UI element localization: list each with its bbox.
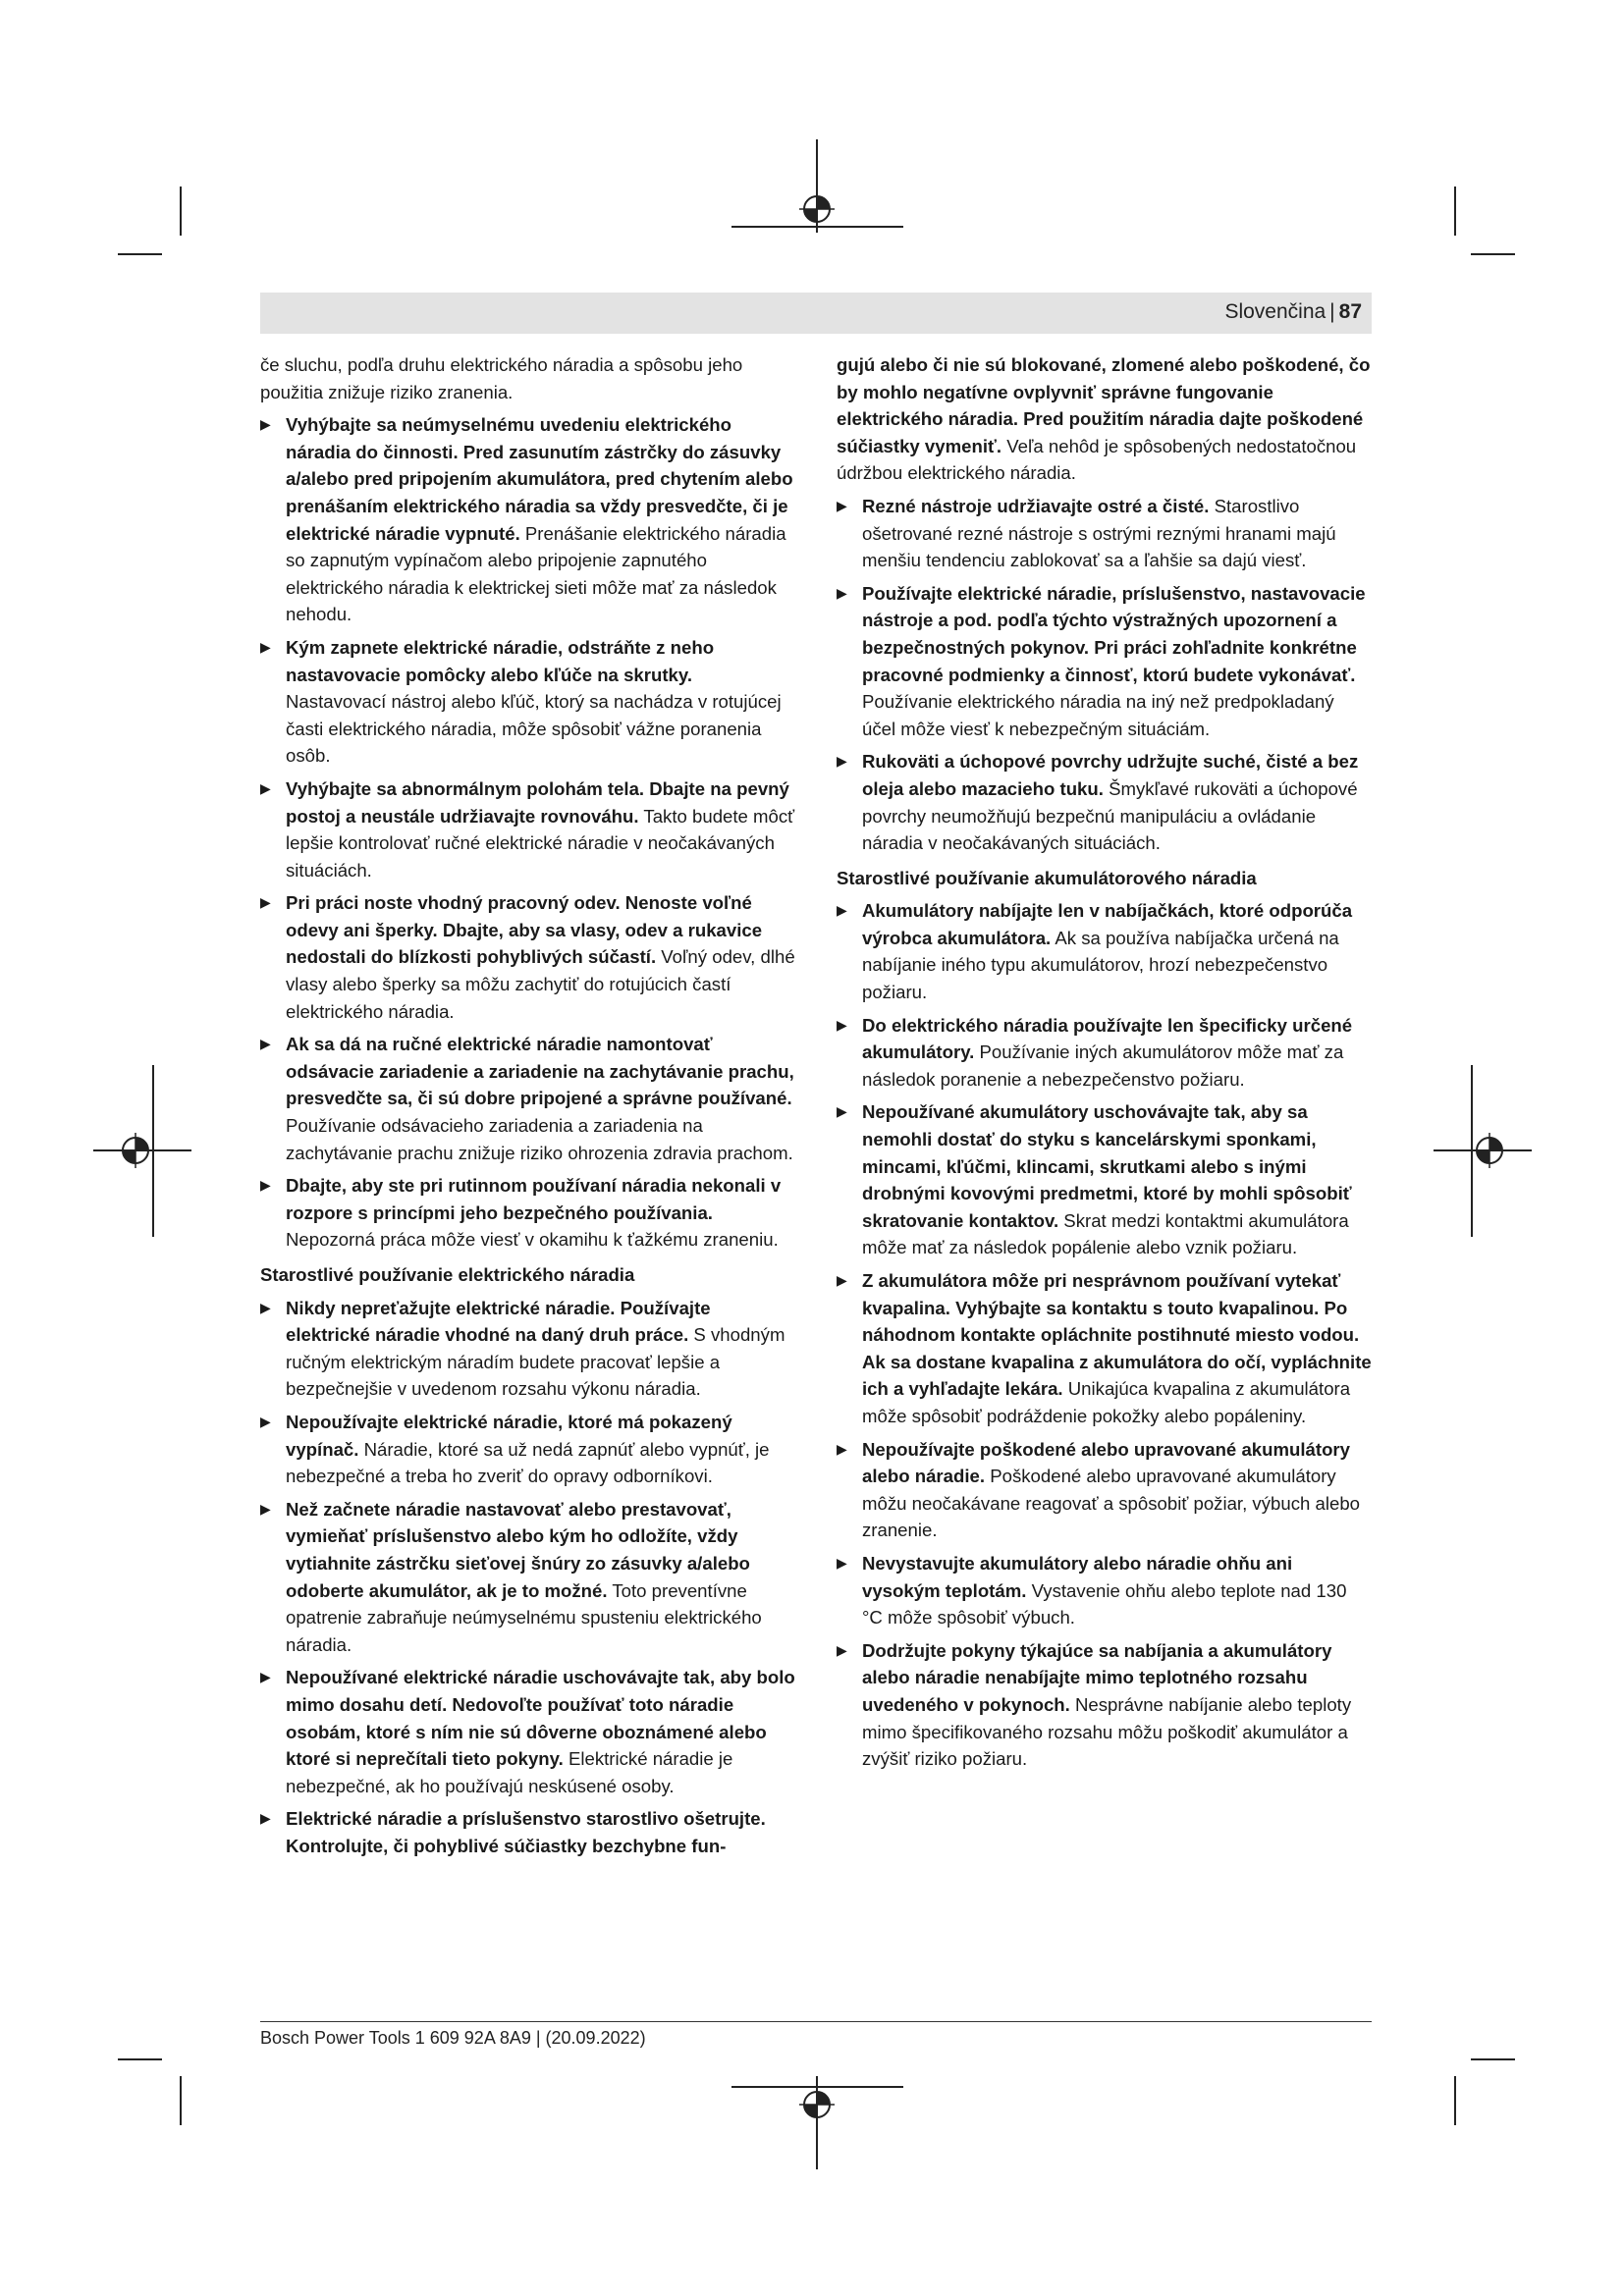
safety-item <box>837 1550 1372 1631</box>
registration-mark-left-icon <box>118 1133 153 1168</box>
section-heading-battery-tool-use: Starostlivé používanie akumulátorového náradia <box>837 867 1257 888</box>
safety-item <box>260 775 795 883</box>
bullet-arrow-icon: ▶ <box>837 1103 847 1120</box>
crop-mark-tr-v <box>1454 187 1456 236</box>
safety-item-bold: Používajte elektrické náradie, príslušenstvo, nastavovacie nástroje a pod. podľa týchto výstražných upozornení a bezpečnostných pokynov. Pri práci zohľadnite konkrétne pracovné podmienky a činnosť, ktorú budete vykonávať. <box>862 582 1366 685</box>
right-items-b <box>837 897 1372 1772</box>
safety-item <box>260 1172 795 1254</box>
bullet-arrow-icon: ▶ <box>260 1177 271 1194</box>
safety-item-text: Starostlivo ošetrované rezné nástroje s ostrými reznými hranami majú menšiu tendenciu zablokovať sa a ľahšie sa dajú viesť. <box>862 495 1336 571</box>
header-language: Slovenčina <box>1224 300 1326 323</box>
safety-item-text: Elektrické náradie je nebezpečné, ak ho používajú neskúsené osoby. <box>286 1748 733 1796</box>
bullet-arrow-icon: ▶ <box>837 1272 847 1288</box>
safety-item-text: Náradie, ktoré sa už nedá zapnúť alebo vypnúť, je nebezpečné a treba ho zveriť do opravy odborníkovi. <box>286 1438 770 1487</box>
safety-item <box>837 1436 1372 1544</box>
section-heading-power-tool-use: Starostlivé používanie elektrického náradia <box>260 1264 635 1285</box>
bullet-arrow-icon: ▶ <box>260 638 271 655</box>
safety-item <box>837 1267 1372 1430</box>
safety-item <box>260 1409 795 1490</box>
footer-text: Bosch Power Tools 1 609 92A 8A9 | (20.09.2022) <box>260 2028 646 2048</box>
bullet-arrow-icon: ▶ <box>837 1554 847 1571</box>
safety-item-text: Prenášanie elektrického náradia so zapnutým vypínačom alebo pripojenie zapnutého elektrického náradia k elektrickej sieti môže mať za následok nehodu. <box>286 522 786 625</box>
bullet-arrow-icon: ▶ <box>837 1440 847 1457</box>
crop-mark-bl-h <box>118 2058 162 2060</box>
safety-item-text: Používanie elektrického náradia na iný než predpokladaný účel môže viesť k nebezpečným situáciám. <box>862 691 1334 739</box>
safety-item-text: Nepozorná práca môže viesť v okamihu k ťažkému zraneniu. <box>286 1229 779 1251</box>
left-intro: če sluchu, podľa druhu elektrického náradia a spôsobu jeho použitia znižuje riziko zranenia. <box>260 354 743 402</box>
safety-item <box>260 1295 795 1403</box>
safety-item-text: Nesprávne nabíjanie alebo teploty mimo špecifikovaného rozsahu môžu poškodiť akumulátor a zvýšiť riziko požiaru. <box>862 1693 1352 1770</box>
safety-item <box>260 634 795 770</box>
safety-item-text: Používanie odsávacieho zariadenia a zariadenia na zachytávanie prachu znižuje riziko ohrozenia zdravia prachom. <box>286 1115 793 1163</box>
bullet-arrow-icon: ▶ <box>260 1810 271 1827</box>
safety-item <box>837 897 1372 1005</box>
crop-mark-tl-h <box>118 253 162 255</box>
page-number: 87 <box>1338 300 1362 323</box>
safety-item-bold: Do elektrického náradia používajte len špecificky určené akumulátory. <box>862 1014 1353 1063</box>
safety-item <box>837 748 1372 856</box>
safety-item-bold: Vyhýbajte sa neúmyselnému uvedeniu elektrického náradia do činnosti. Pred zasunutím zástrčky do zásuvky a/alebo pred pripojením akumulátora, pred chytením alebo prenášaním elektrického náradia sa vždy presvedčte, či je elektrické náradie vypnuté. <box>286 414 793 544</box>
safety-item-bold: Kým zapnete elektrické náradie, odstráňte z neho nastavovacie pomôcky alebo kľúče na skrutky. <box>286 636 715 685</box>
bullet-arrow-icon: ▶ <box>837 753 847 770</box>
crop-mark-br-h <box>1471 2058 1515 2060</box>
safety-item <box>260 1031 795 1166</box>
safety-item-bold: Nepoužívané elektrické náradie uschovávajte tak, aby bolo mimo dosahu detí. Nedovoľte používať toto náradie osobám, ktoré s ním nie sú dôverne oboznámené alebo ktoré si neprečítali tieto pokyny. <box>286 1667 795 1770</box>
right-items-a <box>837 493 1372 857</box>
bullet-arrow-icon: ▶ <box>260 1036 271 1052</box>
bullet-arrow-icon: ▶ <box>260 779 271 796</box>
bullet-arrow-icon: ▶ <box>260 894 271 911</box>
safety-item-text: Skrat medzi kontaktmi akumulátora môže mať za následok popálenie alebo vznik požiaru. <box>862 1209 1349 1258</box>
safety-item <box>260 411 795 628</box>
right-intro-text: Veľa nehôd je spôsobených nedostatočnou údržbou elektrického náradia. <box>837 435 1357 484</box>
crop-mark-br-v <box>1454 2076 1456 2125</box>
safety-item-text: Vystavenie ohňu alebo teplote nad 130 °C môže spôsobiť výbuch. <box>862 1579 1347 1629</box>
bullet-arrow-icon: ▶ <box>260 1299 271 1315</box>
bullet-arrow-icon: ▶ <box>837 497 847 513</box>
safety-item-bold: Nepoužívajte elektrické náradie, ktoré má pokazený vypínač. <box>286 1411 732 1460</box>
safety-item-bold: Dodržujte pokyny týkajúce sa nabíjania a akumulátory alebo náradie nenabíjajte mimo teplotného rozsahu uvedeného v pokynoch. <box>862 1639 1332 1715</box>
safety-item <box>837 1012 1372 1094</box>
bullet-arrow-icon: ▶ <box>837 1641 847 1658</box>
safety-item-bold: Rezné nástroje udržiavajte ostré a čisté. <box>862 495 1210 516</box>
safety-item-text: Používanie iných akumulátorov môže mať za následok poranenie a nebezpečenstvo požiaru. <box>862 1041 1344 1090</box>
safety-item-bold: Elektrické náradie a príslušenstvo starostlivo ošetrujte. Kontrolujte, či pohyblivé súčiastky bezchybne fun- <box>286 1808 766 1856</box>
safety-item-text: Nastavovací nástroj alebo kľúč, ktorý sa nachádza v rotujúcej časti elektrického náradia, môže spôsobiť vážne poranenia osôb. <box>286 691 782 767</box>
safety-item <box>837 1098 1372 1261</box>
crop-mark-tl-v <box>180 187 182 236</box>
safety-item <box>260 1664 795 1799</box>
bullet-arrow-icon: ▶ <box>837 584 847 601</box>
safety-item-bold: Pri práci noste vhodný pracovný odev. Nenoste voľné odevy ani šperky. Dbajte, aby sa vlasy, odev a rukavice nedostali do blízkosti pohyblivých súčastí. <box>286 892 763 968</box>
right-intro-bold: gujú alebo či nie sú blokované, zlomené alebo poškodené, čo by mohlo negatívne ovplyvniť správne fungovanie elektrického náradia. Pred použitím náradia dajte poškodené súčiastky vymeniť. <box>837 354 1371 456</box>
safety-item <box>260 889 795 1025</box>
safety-item-text: Šmykľavé rukoväti a úchopové povrchy neumožňujú bezpečnú manipuláciu a ovládanie náradia v neočakávaných situáciách. <box>862 777 1358 854</box>
safety-item-text: Takto budete môcť lepšie kontrolovať ručné elektrické náradie v neočakávaných situáciách. <box>286 805 795 881</box>
safety-item-bold: Ak sa dá na ručné elektrické náradie namontovať odsávacie zariadenie a zariadenie na zachytávanie prachu, presvedčte sa, či sú dobre pripojené a správne používané. <box>286 1034 794 1109</box>
safety-item-bold: Nikdy nepreťažujte elektrické náradie. Používajte elektrické náradie vhodné na daný druh práce. <box>286 1297 711 1346</box>
safety-item <box>837 493 1372 574</box>
crop-mark-bl-v <box>180 2076 182 2125</box>
bullet-arrow-icon: ▶ <box>837 902 847 919</box>
footer-rule <box>260 2021 1372 2022</box>
crop-mark-tr-h <box>1471 253 1515 255</box>
safety-item <box>260 1496 795 1659</box>
registration-mark-top-icon <box>799 191 835 227</box>
registration-mark-bottom-icon <box>799 2087 835 2122</box>
page-header <box>260 293 1372 334</box>
header-separator: | <box>1329 300 1335 323</box>
safety-item-bold: Nevystavujte akumulátory alebo náradie ohňu ani vysokým teplotám. <box>862 1552 1293 1601</box>
bullet-arrow-icon: ▶ <box>260 1669 271 1685</box>
safety-item-bold: Akumulátory nabíjajte len v nabíjačkách, ktoré odporúča výrobca akumulátora. <box>862 900 1353 948</box>
safety-item-bold: Z akumulátora môže pri nesprávnom používaní vytekať kvapalina. Vyhýbajte sa kontaktu s touto kvapalinou. Po náhodnom kontakte opláchnite postihnuté miesto vodou. Ak sa dostane kvapalina z akumulátora do očí, vypláchnite ich a vyhľadajte lekára. <box>862 1270 1372 1400</box>
safety-item <box>260 1805 795 1859</box>
header-label <box>1224 300 1362 324</box>
safety-item-bold: Nepoužívajte poškodené alebo upravované akumulátory alebo náradie. <box>862 1438 1351 1487</box>
bullet-arrow-icon: ▶ <box>260 1500 271 1517</box>
safety-item-bold: Nepoužívané akumulátory uschovávajte tak, aby sa nemohli dostať do styku s kancelárskymi sponkami, mincami, kľúčmi, klincami, skrutkami alebo s inými drobnými kovovými predmetmi, ktoré by mohli spôsobiť skratovanie kontaktov. <box>862 1101 1352 1231</box>
safety-item <box>837 1637 1372 1773</box>
safety-item-text: S vhodným ručným elektrickým náradím budete pracovať lepšie a bezpečnejšie v uvedenom rozsahu výkonu náradia. <box>286 1324 785 1400</box>
safety-item-bold: Než začnete náradie nastavovať alebo prestavovať, vymieňať príslušenstvo alebo kým ho odložíte, vždy vytiahnite zástrčku sieťovej šnúry zo zásuvky a/alebo odoberte akumulátor, ak je to možné. <box>286 1498 750 1601</box>
right-intro <box>837 351 1372 487</box>
left-items-a <box>260 411 795 1254</box>
safety-item-text: Ak sa používa nabíjačka určená na nabíjanie iného typu akumulátorov, hrozí nebezpečenstvo požiaru. <box>862 927 1339 1003</box>
right-column <box>837 351 1372 1779</box>
bullet-arrow-icon: ▶ <box>837 1016 847 1033</box>
left-items-b <box>260 1295 795 1860</box>
safety-item-bold: Dbajte, aby ste pri rutinnom používaní náradia nekonali v rozpore s princípmi jeho bezpečného používania. <box>286 1175 782 1223</box>
left-column <box>260 351 795 1865</box>
bullet-arrow-icon: ▶ <box>260 416 271 433</box>
safety-item-bold: Vyhýbajte sa abnormálnym polohám tela. Dbajte na pevný postoj a neustále udržiavajte rovnováhu. <box>286 777 789 827</box>
safety-item-text: Toto preventívne opatrenie zabraňuje neúmyselnému spusteniu elektrického náradia. <box>286 1579 762 1655</box>
registration-mark-right-icon <box>1472 1133 1507 1168</box>
safety-item-bold: Rukoväti a úchopové povrchy udržujte suché, čisté a bez oleja alebo mazacieho tuku. <box>862 751 1359 799</box>
bullet-arrow-icon: ▶ <box>260 1413 271 1429</box>
safety-item-text: Unikajúca kvapalina z akumulátora môže spôsobiť podráždenie pokožky alebo popáleniny. <box>862 1378 1351 1426</box>
safety-item-text: Poškodené alebo upravované akumulátory môžu neočakávane reagovať a spôsobiť požiar, výbuch alebo zranenie. <box>862 1466 1361 1541</box>
safety-item-text: Voľný odev, dlhé vlasy alebo šperky sa môžu zachytiť do rotujúcich častí elektrického náradia. <box>286 946 795 1022</box>
safety-item <box>837 580 1372 743</box>
